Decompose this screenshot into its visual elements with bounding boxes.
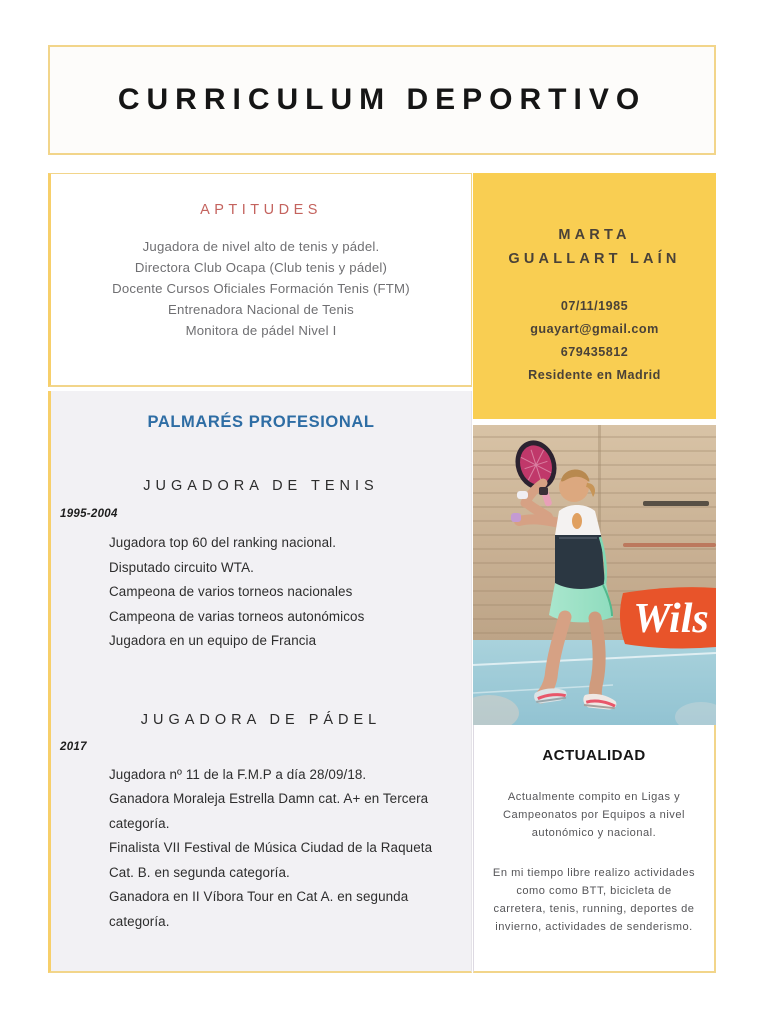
email-value[interactable]: guayart@gmail.com [530, 322, 659, 336]
list-item: Disputado circuito WTA. [109, 559, 254, 575]
list-item: Jugadora en un equipo de Francia [109, 633, 317, 648]
actualidad-section [473, 725, 716, 973]
tennis-year-range: 1995-2004 [60, 508, 118, 520]
candidate-last-name: GUALLART LAÍN [508, 251, 681, 267]
list-item: Jugadora top 60 del ranking nacional. [109, 535, 337, 550]
actualidad-paragraph-2: En mi tiempo libre realizo actividades como como BTT, bicicleta de carretera, tenis, running, deportes de invierno, actividades de senderismo. [492, 867, 696, 933]
tennis-subsection-heading: JUGADORA DE TENIS [143, 478, 379, 494]
list-item: Monitora de pádel Nivel I [185, 323, 337, 338]
list-item: Campeona de varios torneos nacionales [109, 584, 353, 599]
list-item: Ganadora en II Víbora Tour en Cat A. en segunda categoría. [109, 889, 409, 929]
contact-block [473, 173, 716, 419]
list-item: Finalista VII Festival de Música Ciudad de la Raqueta Cat. B. en segunda categoría. [109, 840, 433, 880]
list-item: Docente Cursos Oficiales Formación Tenis (FTM) [112, 281, 410, 296]
candidate-first-name: MARTA [558, 227, 631, 243]
birthdate-value: 07/11/1985 [560, 299, 629, 313]
residence-value: Residente en Madrid [528, 368, 661, 382]
palmares-heading: PALMARÉS PROFESIONAL [147, 413, 375, 431]
aptitudes-list [51, 236, 471, 341]
aptitudes-heading: APTITUDES [200, 202, 322, 218]
contact-details [473, 295, 716, 387]
phone-value[interactable]: 679435812 [560, 345, 629, 359]
list-item: Campeona de varias torneos autonómicos [109, 608, 365, 624]
list-item: Entrenadora Nacional de Tenis [168, 302, 354, 317]
padel-achievements-list [109, 763, 453, 935]
padel-year: 2017 [60, 740, 87, 753]
list-item: Ganadora Moraleja Estrella Damn cat. A+ en Tercera categoría. [109, 791, 429, 831]
page-title: CURRICULUM DEPORTIVO [117, 83, 647, 116]
palmares-section [48, 391, 472, 973]
actualidad-paragraph-1: Actualmente compito en Ligas y Campeonatos por Equipos a nivel autonómico y nacional. [502, 791, 685, 839]
tennis-achievements-list [109, 531, 453, 654]
player-photo [473, 425, 716, 725]
list-item: Jugadora de nivel alto de tenis y pádel. [142, 239, 380, 254]
list-item: Directora Club Ocapa (Club tenis y pádel) [134, 260, 388, 275]
document-title-banner [48, 45, 716, 155]
aptitudes-section [48, 173, 472, 387]
candidate-name [473, 223, 716, 271]
list-item: Jugadora nº 11 de la F.M.P a día 28/09/18. [109, 766, 367, 782]
padel-subsection-heading: JUGADORA DE PÁDEL [140, 711, 382, 728]
svg-text:Wils: Wils [633, 596, 709, 642]
padel-player-photo-illustration [473, 425, 716, 725]
actualidad-heading: ACTUALIDAD [542, 747, 646, 764]
